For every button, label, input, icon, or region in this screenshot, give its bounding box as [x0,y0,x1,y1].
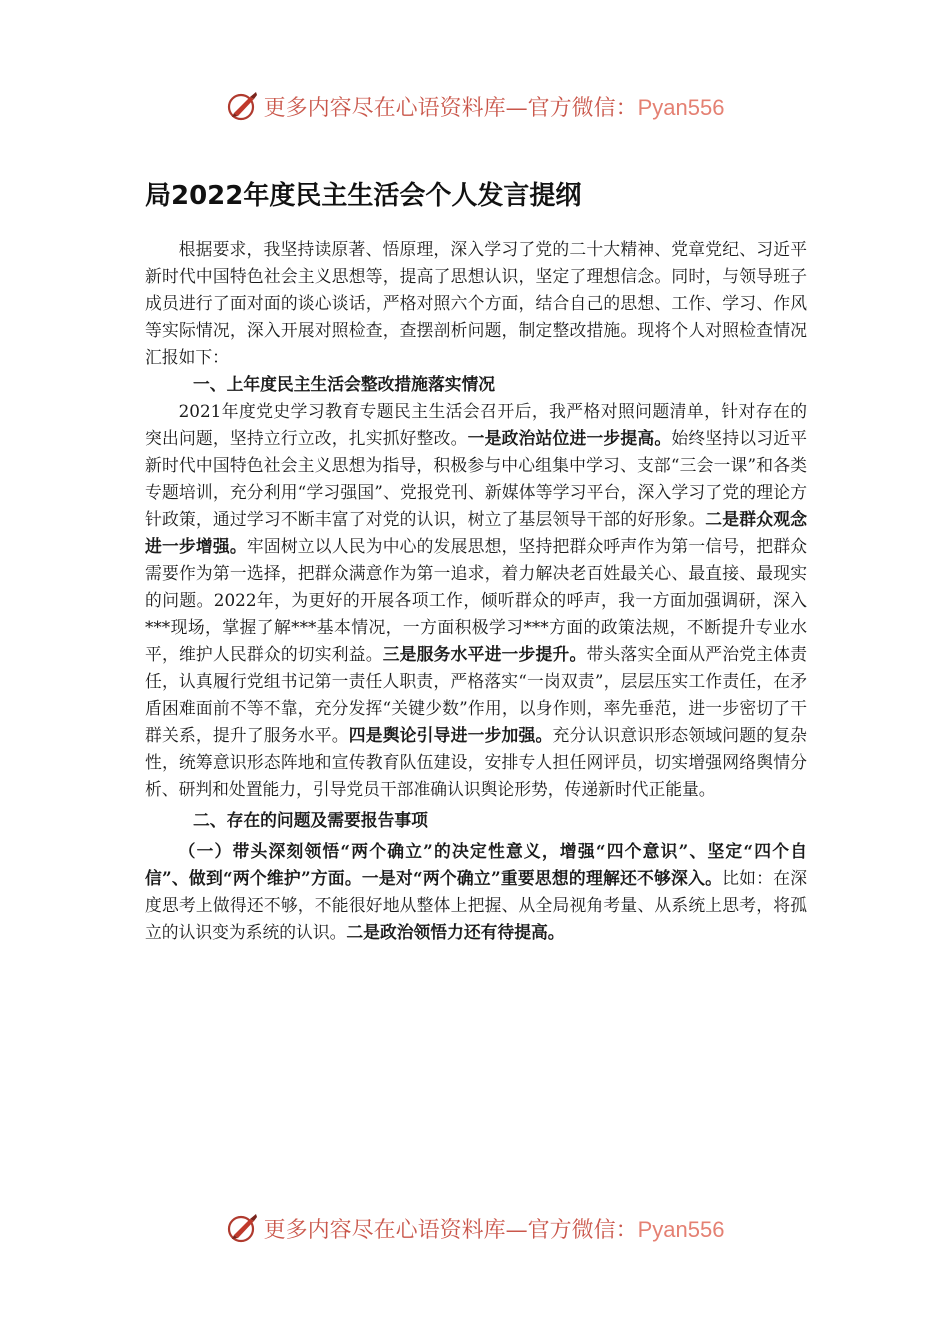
section-1-paragraph: 2021年度党史学习教育专题民主生活会召开后，我严格对照问题清单，针对存在的突出问题，坚持立行立改，扎实抓好整改。一是政治站位进一步提高。始终坚持以习近平新时代中国特色社会主义思想为指导，积极参与中心组集中学习、支部“三会一课”和各类专题培训，充分利用“学习强国”、党报党刊、新媒体等学习平台，深入学习了党的理论方针政策，通过学习不断丰富了对党的认识，树立了基层领导干部的好形象。二是群众观念进一步增强。牢固树立以人民为中心的发展思想，坚持把群众呼声作为第一信号，把群众需要作为第一选择，把群众满意作为第一追求，着力解决老百姓最关心、最直接、最现实的问题。2022年，为更好的开展各项工作，倾听群众的呼声，我一方面加强调研，深入***现场，掌握了解***基本情况，一方面积极学习***方面的政策法规，不断提升专业水平，维护人民群众的切实利益。三是服务水平进一步提升。带头落实全面从严治党主体责任，认真履行党组书记第一责任人职责，严格落实“一岗双责”，层层压实工作责任，在矛盾困难面前不等不靠，充分发挥“关键少数”作用，以身作则，率先垂范，进一步密切了干群关系，提升了服务水平。四是舆论引导进一步加强。充分认识意识形态领域问题的复杂性，统筹意识形态阵地和宣传教育队伍建设，安排专人担任网评员，切实增强网络舆情分析、研判和处置能力，引导党员干部准确认识舆论形势，传递新时代正能量。 [145,401,807,799]
header-watermark [0,86,950,126]
point-3-bold: 三是服务水平进一步提升。 [382,644,587,664]
point-2-bold: 二是政治领悟力还有待提高。 [346,922,565,942]
point-4-bold: 四是舆论引导进一步加强。 [348,725,553,745]
pen-logo-icon [226,1211,260,1245]
pen-logo-icon [226,89,260,123]
document-body [145,176,807,946]
point-2-bold: 二是群众观念进一步增强。 [145,509,807,556]
subsection-1-bold: （一）带头深刻领悟“两个确立”的决定性意义，增强“四个意识”、坚定“四个自信”、做到“两个维护”方面。一是对“两个确立”重要思想的理解还不够深入。 [145,841,807,888]
watermark-text: 更多内容尽在心语资料库—官方微信：Pyan556 [263,94,725,121]
watermark-text: 更多内容尽在心语资料库—官方微信：Pyan556 [263,1216,725,1243]
intro-paragraph: 根据要求，我坚持读原著、悟原理，深入学习了党的二十大精神、党章党纪、习近平新时代中国特色社会主义思想等，提高了思想认识，坚定了理想信念。同时，与领导班子成员进行了面对面的谈心谈话，严格对照六个方面，结合自己的思想、工作、学习、作风等实际情况，深入开展对照检查，查摆剖析问题，制定整改措施。现将个人对照检查情况汇报如下： [145,239,807,367]
section-1-heading: 一、上年度民主生活会整改措施落实情况 [193,374,496,394]
point-1-bold: 一是政治站位进一步提高。 [467,428,672,448]
footer-watermark [0,1208,950,1248]
document-title: 局2022年度民主生活会个人发言提纲 [145,181,582,211]
section-2-heading: 二、存在的问题及需要报告事项 [193,810,428,830]
section-2-paragraph: （一）带头深刻领悟“两个确立”的决定性意义，增强“四个意识”、坚定“四个自信”、做到“两个维护”方面。一是对“两个确立”重要思想的理解还不够深入。比如：在深度思考上做得还不够，不能很好地从整体上把握、从全局视角考量、从系统上思考，将孤立的认识变为系统的认识。二是政治领悟力还有待提高。 [145,841,807,942]
